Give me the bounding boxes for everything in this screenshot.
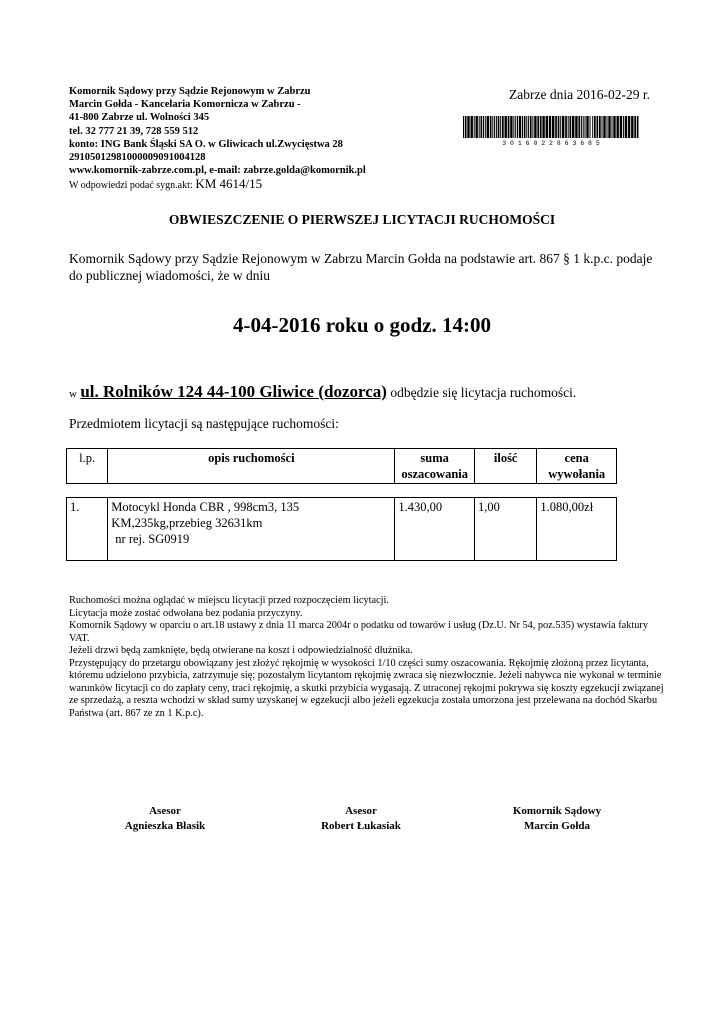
barcode-bar	[540, 116, 542, 138]
barcode-bar	[517, 116, 518, 138]
cell-lp: 1.	[67, 498, 108, 561]
signature-block	[281, 804, 441, 834]
barcode-bar	[502, 116, 504, 138]
barcode-bar	[637, 116, 639, 138]
cell-description: Motocykl Honda CBR , 998cm3, 135 KM,235kg,przebieg 32631km nr rej. SG0919	[108, 498, 395, 561]
barcode-bar	[483, 116, 484, 138]
document-date: Zabrze dnia 2016-02-29 r.	[509, 87, 650, 102]
barcode-bar	[510, 116, 512, 138]
barcode-bar	[628, 116, 630, 138]
signature-name: Marcin Gołda	[523, 820, 591, 832]
barcode-bar	[602, 116, 603, 138]
barcode-bar	[583, 116, 584, 138]
barcode-bar	[474, 116, 475, 138]
barcode-bar	[575, 116, 577, 138]
barcode-bar	[508, 116, 510, 138]
barcode-bar	[530, 116, 532, 138]
signature-role: Asesor	[149, 805, 181, 817]
header-line: Marcin Gołda - Kancelaria Komornicza w Zabrzu -	[69, 99, 301, 111]
header-line: tel. 32 777 21 39, 728 559 512	[69, 125, 199, 137]
barcode-bar	[586, 116, 588, 138]
barcode-bar	[522, 116, 523, 138]
barcode-bar	[498, 116, 500, 138]
cell-valuation: 1.430,00	[395, 498, 475, 561]
barcode-bar	[532, 116, 533, 138]
header-line: Komornik Sądowy przy Sądzie Rejonowym w Zabrzu	[69, 86, 311, 97]
notice-title: OBWIESZCZENIE O PIERWSZEJ LICYTACJI RUCHOMOŚCI	[168, 212, 556, 227]
cell-quantity: 1,00	[474, 498, 536, 561]
barcode-bar	[570, 116, 572, 138]
barcode-bar	[481, 116, 483, 138]
signature-name: Agnieszka Błasik	[124, 820, 206, 832]
note-line: Licytacja może zostać odwołana bez podania przyczyny.	[69, 607, 303, 619]
barcode-bar	[465, 116, 467, 138]
case-reference	[69, 177, 366, 192]
barcode-bar	[603, 116, 605, 138]
barcode-bar	[617, 116, 619, 138]
barcode-bar	[558, 116, 560, 138]
auction-location	[69, 382, 576, 402]
barcode-bar	[608, 116, 610, 138]
header-line: konto: ING Bank Śląski SA O. w Gliwicach ul.Zwycięstwa 28	[69, 138, 343, 150]
items-table-header	[66, 448, 617, 484]
barcode-bar	[562, 116, 564, 138]
signature-role: Asesor	[345, 805, 377, 817]
note-line: Ruchomości można oglądać w miejscu licytacji przed rozpoczęciem licytacji.	[69, 595, 389, 606]
barcode-digits: 3 0 1 6 0 2 2 8 6 3 6 8 5	[502, 140, 600, 146]
barcode-bar	[599, 116, 601, 138]
barcode-bar	[631, 116, 633, 138]
barcode-bar	[534, 116, 536, 138]
barcode-bar	[612, 116, 613, 138]
note-line: Przystępujący do przetargu obowiązany jest złożyć rękojmię w wysokości 1/10 części sumy oszacowania. Rękojmię złożoną przez licytanta, któremu udzielono przybicia, zatrzymuje się; pozostałym licytantom rękojmię zwraca się niezwłocznie. Jeżeli nabywca nie wykonał w terminie warunków licytacji co do zapłaty ceny, traci rękojmię, a skutki przybicia wygasają. Z utraconej rękojmi pokrywa się koszty egzekucji związanej ze sprzedażą, a reszta wchodzi w skład sumy uzyskanej w egzekucji albo jeżeli egzekucja została umorzona jest przelewana na dochód Skarbu Państwa (art. 867 ze zn 1 K.p.c).	[69, 657, 664, 719]
header-line: 41-800 Zabrze ul. Wolności 345	[69, 112, 210, 124]
barcode-bar	[485, 116, 486, 138]
barcode-bar	[546, 116, 548, 138]
barcode-bar	[607, 116, 608, 138]
signature-role: Komornik Sądowy	[512, 805, 602, 817]
barcode-bar	[500, 116, 501, 138]
barcode-bar	[471, 116, 473, 138]
cell-starting-price: 1.080,00zł	[537, 498, 617, 561]
barcode-bar	[560, 116, 561, 138]
barcode-bar	[494, 116, 495, 138]
location-suffix: odbędzie się licytacja ruchomości.	[390, 385, 577, 400]
barcode-bar	[490, 116, 492, 138]
barcode-bar	[568, 116, 569, 138]
barcode-bar	[476, 116, 478, 138]
barcode-bar	[487, 116, 489, 138]
barcode-bar	[463, 116, 464, 138]
intro-paragraph: Komornik Sądowy przy Sądzie Rejonowym w Zabrzu Marcin Gołda na podstawie art. 867 § 1 k.p.c. podaje do publicznej wiadomości, że w dniu	[69, 251, 653, 283]
auction-notes	[69, 595, 669, 720]
barcode-bar	[592, 116, 593, 138]
signature-name: Robert Łukasiak	[321, 820, 401, 832]
barcode-bar	[479, 116, 480, 138]
barcode-bar	[542, 116, 544, 138]
signature-block	[477, 804, 637, 834]
barcode-bar	[590, 116, 591, 138]
barcode-bar	[519, 116, 521, 138]
col-header-lp: l.p.	[67, 449, 108, 484]
barcode-bar	[526, 116, 527, 138]
header-line: www.komornik-zabrze.com.pl, e-mail: zabrze.golda@komornik.pl	[69, 165, 366, 177]
location-prefix: w	[69, 388, 77, 400]
barcode-bar	[578, 116, 580, 138]
subject-intro: Przedmiotem licytacji są następujące ruchomości:	[69, 416, 339, 431]
table-row	[67, 498, 617, 561]
barcode-image	[462, 116, 640, 146]
note-line: Komornik Sądowy w oparciu o art.18 ustawy z dnia 11 marca 2004r o podatku od towarów i usług (Dz.U. Nr 54, poz.535) wystawia faktury VAT.	[69, 620, 648, 644]
barcode-bar	[581, 116, 582, 138]
barcode-bar	[496, 116, 497, 138]
barcode-bar	[513, 116, 514, 138]
barcode-bar	[625, 116, 627, 138]
header-line: 29105012981000009091004128	[69, 152, 206, 164]
barcode-bar	[492, 116, 493, 138]
location-address: ul. Rolników 124 44-100 Gliwice (dozorca)	[80, 382, 387, 401]
barcode-bar	[620, 116, 622, 138]
barcode-bar	[505, 116, 507, 138]
barcode-bar	[565, 116, 567, 138]
barcode-bar	[552, 116, 554, 138]
note-line: Jeżeli drzwi będą zamknięte, będą otwierane na koszt i odpowiedzialność dłużnika.	[69, 645, 413, 656]
barcode-bar	[528, 116, 529, 138]
barcode-bar	[549, 116, 551, 138]
col-header-quantity: ilość	[474, 449, 536, 484]
barcode-bar	[594, 116, 596, 138]
barcode-bar	[623, 116, 624, 138]
case-reference-number: KM 4614/15	[195, 176, 263, 192]
barcode-bar	[515, 116, 516, 138]
sender-header	[69, 85, 366, 193]
case-reference-label: W odpowiedzi podać sygn.akt:	[69, 180, 193, 192]
signature-block	[85, 804, 245, 834]
barcode-bar	[555, 116, 557, 138]
col-header-valuation: suma oszacowania	[395, 449, 475, 484]
barcode-bar	[585, 116, 586, 138]
barcode-bar	[467, 116, 469, 138]
barcode-bar	[634, 116, 636, 138]
barcode-bar	[572, 116, 574, 138]
barcode-bar	[524, 116, 526, 138]
col-header-starting-price: cena wywołania	[537, 449, 617, 484]
barcode-bar	[597, 116, 599, 138]
barcode-bar	[537, 116, 539, 138]
barcode-bar	[613, 116, 615, 138]
col-header-description: opis ruchomości	[108, 449, 395, 484]
items-table	[66, 497, 617, 561]
auction-datetime: 4-04-2016 roku o godz. 14:00	[232, 313, 492, 337]
